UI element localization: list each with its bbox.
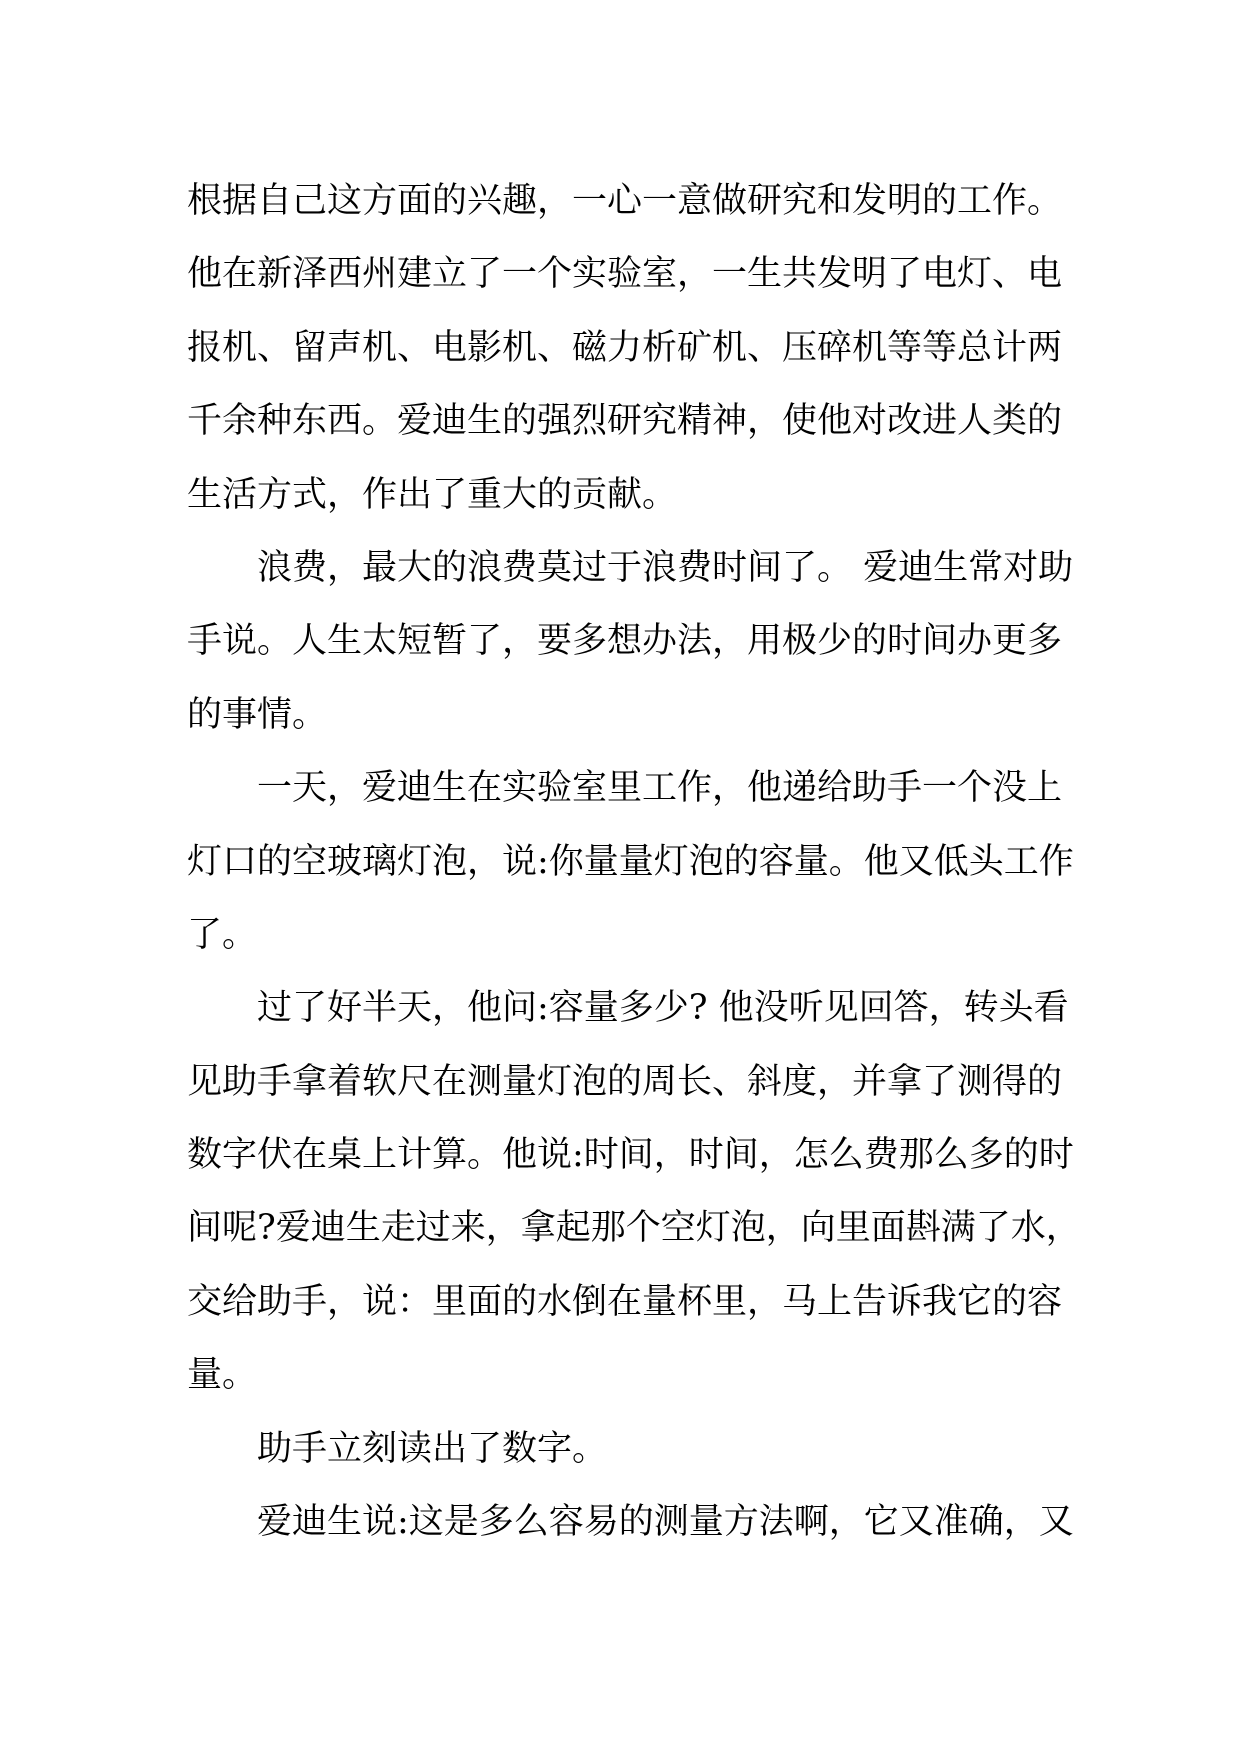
- text-line: 他在新泽西州建立了一个实验室，一生共发明了电灯、电: [187, 254, 1063, 295]
- text-line: 灯口的空玻璃灯泡，说:你量量灯泡的容量。他又低头工作: [187, 841, 1074, 882]
- text-line: 爱迪生说:这是多么容易的测量方法啊，它又准确，又: [257, 1502, 1074, 1543]
- body-text: [187, 165, 1081, 1559]
- text-line: 量。: [187, 1355, 258, 1396]
- text-line: 手说。人生太短暂了，要多想办法，用极少的时间办更多: [187, 621, 1063, 662]
- text-line: 交给助手，说：里面的水倒在量杯里，马上告诉我它的容: [187, 1281, 1063, 1322]
- text-line: 间呢?爱迪生走过来，拿起那个空灯泡，向里面斟满了水，: [187, 1208, 1081, 1249]
- text-line: 过了好半天，他问:容量多少? 他没听见回答，转头看: [257, 988, 1069, 1029]
- text-line: 的事情。: [187, 694, 328, 735]
- text-line: 助手立刻读出了数字。: [257, 1428, 608, 1469]
- text-line: 报机、留声机、电影机、磁力析矿机、压碎机等等总计两: [187, 327, 1063, 368]
- text-line: 千余种东西。爱迪生的强烈研究精神，使他对改进人类的: [187, 401, 1063, 442]
- text-line: 一天，爱迪生在实验室里工作，他递给助手一个没上: [257, 768, 1063, 809]
- text-line: 见助手拿着软尺在测量灯泡的周长、斜度，并拿了测得的: [187, 1061, 1063, 1102]
- text-line: 浪费，最大的浪费莫过于浪费时间了。 爱迪生常对助: [257, 547, 1074, 588]
- text-line: 了。: [187, 914, 258, 955]
- text-line: 根据自己这方面的兴趣，一心一意做研究和发明的工作。: [187, 181, 1063, 221]
- text-line: 数字伏在桌上计算。他说:时间，时间，怎么费那么多的时: [187, 1135, 1074, 1176]
- text-line: 生活方式，作出了重大的贡献。: [187, 474, 678, 515]
